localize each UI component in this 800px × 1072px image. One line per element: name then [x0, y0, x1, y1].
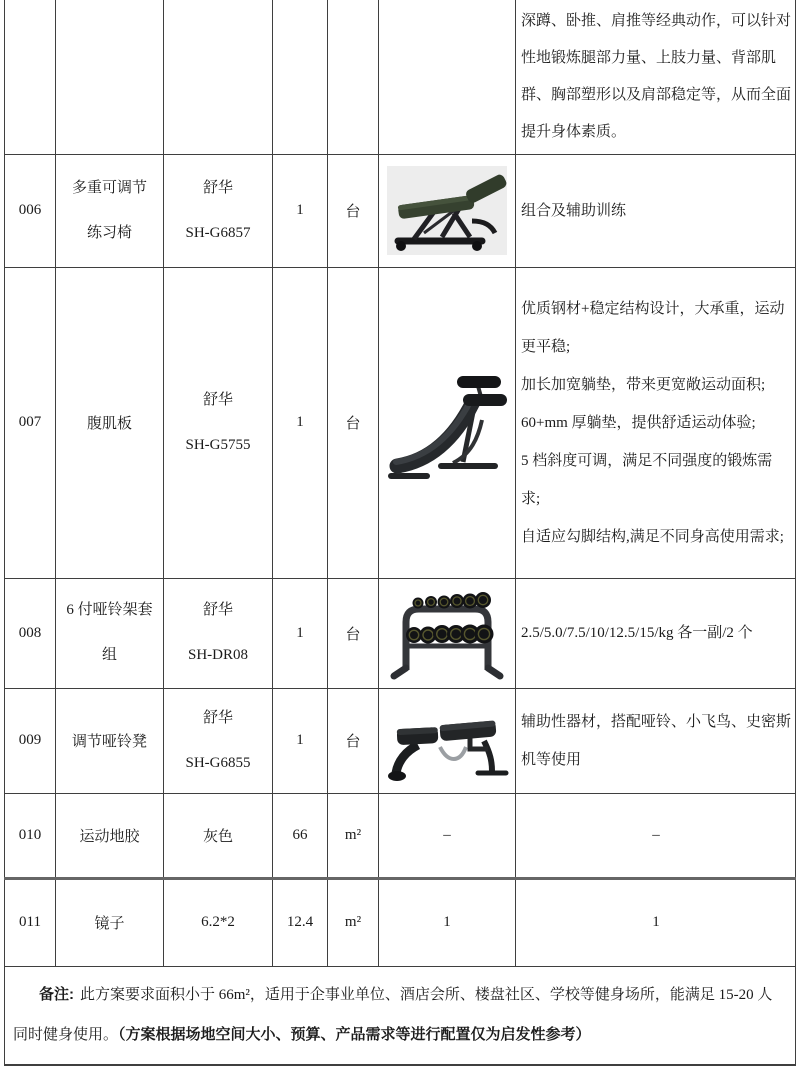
brand-cell: 6.2*2 [164, 878, 273, 966]
unit-cell: 台 [328, 267, 379, 578]
name-line: 练习椅 [86, 224, 132, 241]
name-cell: 腹肌板 [56, 267, 164, 578]
note-cell [5, 966, 796, 1065]
row-note [5, 966, 796, 1065]
dumbbell-rack-photo [387, 586, 507, 680]
name-line: 多重可调节 [71, 179, 147, 196]
note-paragraph [13, 975, 785, 1055]
note-body: 此方案要求面积小于 66m²，适用于企事业单位、酒店会所、楼盘社区、学校等健身场所，能满足 15-20 人同时健身使用。 [13, 987, 773, 1044]
row-009 [5, 688, 796, 793]
brand-cell [164, 688, 273, 793]
desc-cell: 1 [516, 878, 796, 966]
seq-cell: 009 [5, 688, 56, 793]
image-cell [379, 154, 516, 267]
unit-cell: 台 [328, 154, 379, 267]
brand-line: 舒华 [202, 391, 233, 408]
brand-cell [164, 578, 273, 688]
row-006 [5, 154, 796, 267]
qty-cell: 66 [273, 793, 328, 878]
model-line: SH-DR08 [187, 647, 248, 663]
brand-line: 舒华 [202, 602, 233, 618]
desc-paragraph: 5 档斜度可调，满足不同强度的锻炼需求; [521, 452, 773, 507]
desc-text: 组合及辅助训练 [521, 202, 627, 219]
qty-cell: 1 [273, 578, 328, 688]
qty-cell-empty [273, 0, 328, 154]
model-line: SH-G6855 [185, 754, 251, 771]
seq-cell: 006 [5, 154, 56, 267]
seq-cell: 010 [5, 793, 56, 878]
row-010 [5, 793, 796, 878]
name-cell-empty [56, 0, 164, 154]
image-cell: 1 [379, 878, 516, 966]
desc-paragraph: 加长加宽躺垫，带来更宽敞运动面积; [521, 376, 766, 393]
note-label: 备注: [39, 986, 74, 1004]
ab-board-photo [381, 350, 513, 495]
unit-cell: 台 [328, 578, 379, 688]
adjustable-dumbbell-bench-photo [384, 695, 510, 787]
name-line: 组 [101, 647, 117, 663]
name-line: 6 付哑铃架套 [66, 602, 153, 618]
note-bold-tail: （方案根据场地空间大小、预算、产品需求等进行配置仅为启发性参考） [118, 1026, 591, 1044]
model-line: SH-G6857 [185, 224, 251, 241]
seq-cell: 011 [5, 878, 56, 966]
row-007 [5, 267, 796, 578]
desc-paragraph: 优质钢材+稳定结构设计，大承重，运动更平稳; [521, 300, 785, 355]
desc-cell [516, 0, 796, 154]
brand-cell: 灰色 [164, 793, 273, 878]
qty-cell: 1 [273, 154, 328, 267]
name-cell: 镜子 [56, 878, 164, 966]
equipment-spec-table [4, 0, 796, 1066]
seq-cell-empty [5, 0, 56, 154]
desc-cell [516, 154, 796, 267]
name-cell: 调节哑铃凳 [56, 688, 164, 793]
desc-text: 2.5/5.0/7.5/10/12.5/15/kg 各一副/2 个 [521, 625, 753, 641]
image-cell-empty [379, 0, 516, 154]
name-cell: 运动地胶 [56, 793, 164, 878]
desc-text: 深蹲、卧推、肩推等经典动作，可以针对性地锻炼腿部力量、上肢力量、背部肌群、胸部塑形以及肩部稳定等，从而全面提升身体素质。 [521, 12, 792, 140]
qty-cell: 12.4 [273, 878, 328, 966]
desc-paragraph: 60+mm 厚躺垫，提供舒适运动体验; [521, 414, 756, 431]
image-cell [379, 578, 516, 688]
brand-line: 舒华 [202, 179, 233, 196]
brand-cell [164, 267, 273, 578]
seq-cell: 008 [5, 578, 56, 688]
qty-cell: 1 [273, 688, 328, 793]
desc-paragraph: 自适应勾脚结构,满足不同身高使用需求; [521, 528, 784, 545]
image-cell [379, 267, 516, 578]
unit-cell-empty [328, 0, 379, 154]
desc-cell [516, 267, 796, 578]
adjustable-training-bench-photo [384, 163, 510, 258]
unit-cell: m² [328, 878, 379, 966]
row-008 [5, 578, 796, 688]
desc-text: 辅助性器材，搭配哑铃、小飞鸟、史密斯机等使用 [521, 713, 792, 768]
unit-cell: m² [328, 793, 379, 878]
brand-cell [164, 154, 273, 267]
name-cell [56, 154, 164, 267]
name-cell [56, 578, 164, 688]
unit-cell: 台 [328, 688, 379, 793]
brand-line: 舒华 [202, 709, 233, 726]
qty-cell: 1 [273, 267, 328, 578]
brand-cell-empty [164, 0, 273, 154]
row-continuation [5, 0, 796, 154]
desc-cell [516, 688, 796, 793]
model-line: SH-G5755 [185, 436, 251, 453]
row-011 [5, 878, 796, 966]
desc-cell [516, 578, 796, 688]
image-cell: – [379, 793, 516, 878]
seq-cell: 007 [5, 267, 56, 578]
image-cell [379, 688, 516, 793]
desc-cell: – [516, 793, 796, 878]
